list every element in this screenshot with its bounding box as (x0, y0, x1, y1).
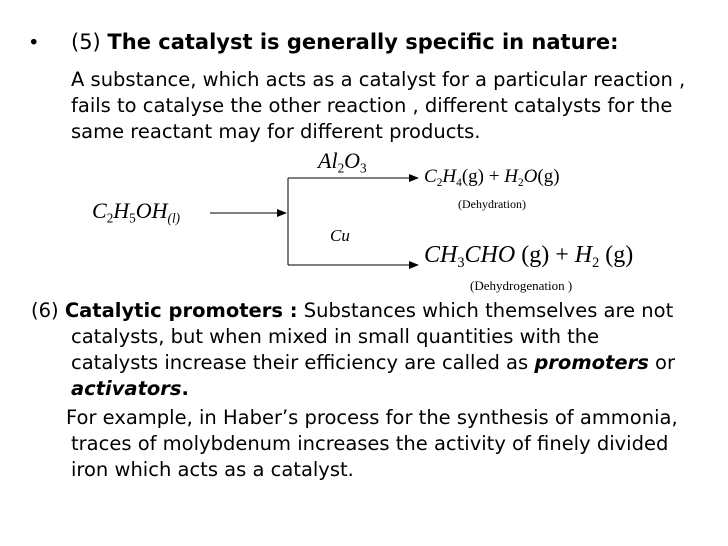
product-acetaldehyde-hydrogen: $CH_3CHO$ $(g) + H_2$ (g) (424, 242, 634, 272)
point-6-heading: Catalytic promoters : (64, 299, 298, 322)
point-5-line-3: same reactant may for different products. (71, 120, 481, 143)
promoters-term: promoters (534, 351, 649, 374)
point-6-line-3: catalysts increase their efficiency are called as promoters or (71, 351, 675, 374)
reactant-ethanol: $C_2H_5OH_{(l)}$ (92, 198, 180, 226)
catalyst-alumina: $Al_2O_3$ (318, 148, 367, 176)
point-5-number: (5) (71, 30, 108, 54)
bullet-icon: • (28, 31, 40, 54)
point-6-line-2: catalysts, but when mixed in small quantities with the (71, 325, 600, 348)
example-line-1: For example, in Haber’s process for the synthesis of ammonia, (66, 406, 678, 429)
example-line-2: traces of molybdenum increases the activity of finely divided (71, 432, 669, 455)
example-line-3: iron which acts as a catalyst. (71, 458, 354, 481)
point-5-line-2: fails to catalyse the other reaction , different catalysts for the (71, 94, 673, 117)
dehydrogenation-label: (Dehydrogenation ) (470, 278, 573, 293)
point-6-number: (6) (31, 299, 65, 322)
point-6-line-4: activators. (71, 377, 189, 400)
catalyst-copper: Cu (330, 226, 350, 245)
point-5-line-1: A substance, which acts as a catalyst for a particular reaction , (71, 68, 686, 91)
point-5-heading: The catalyst is generally specific in nature: (107, 30, 619, 54)
dehydration-label: (Dehydration) (458, 197, 526, 211)
activators-term: activators (71, 377, 182, 400)
product-ethylene-water: $C_2H_4(g) + H_2O(g)$ (424, 166, 560, 189)
point-6-line-1: (6) Catalytic promoters : Substances which themselves are not (31, 299, 674, 322)
